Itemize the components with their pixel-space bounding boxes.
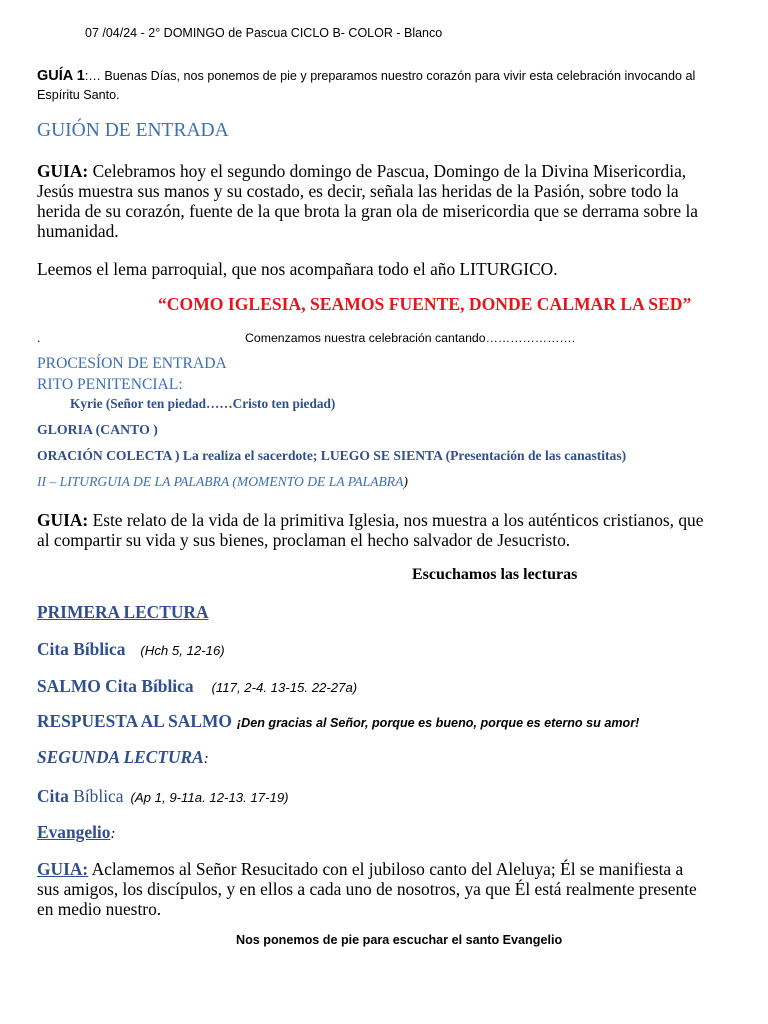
cita2-label-a: Cita bbox=[37, 786, 74, 806]
cita1-ref: (Hch 5, 12-16) bbox=[140, 643, 225, 658]
guia-intro-text: Celebramos hoy el segundo domingo de Pascua, Domingo de la Divina Misericordia, bbox=[88, 161, 687, 181]
salmo-label: SALMO Cita Bíblica bbox=[37, 676, 194, 696]
lema-parroquial: “COMO IGLESIA, SEAMOS FUENTE, DONDE CALMAR LA SED” bbox=[158, 294, 692, 314]
liturgia-text: II – LITURGUIA DE LA PALABRA (MOMENTO DE LA PALABRA bbox=[37, 474, 404, 489]
salmo-ref: (117, 2-4. 13-15. 22-27a) bbox=[211, 680, 358, 695]
nos-ponemos-de-pie: Nos ponemos de pie para escuchar el santo Evangelio bbox=[236, 933, 563, 947]
guia-intro-line: Jesús muestra sus manos y su costado, es decir, señala las heridas de la Pasión, sobre todo la bbox=[37, 181, 679, 201]
guia-aleluya-line: sus amigos, los discípulos, y en ellos a cada uno de nosotros, ya que Él está realmente presente bbox=[37, 879, 697, 899]
primera-lectura-heading: PRIMERA LECTURA bbox=[37, 602, 209, 622]
cita1-line bbox=[37, 639, 225, 660]
evangelio-colon: : bbox=[110, 826, 116, 842]
cita2-ref: (Ap 1, 9-11a. 12-13. 17-19) bbox=[130, 790, 289, 805]
guia-intro-line: humanidad. bbox=[37, 221, 119, 241]
guia-relato-line bbox=[37, 510, 703, 530]
guia-intro-line: herida de su corazón, fuente de la que brota la gran ola de misericordia que se derrama sobre la bbox=[37, 201, 699, 221]
guia-relato-line: al compartir su vida y sus bienes, proclaman el hecho salvador de Jesucristo. bbox=[37, 530, 571, 550]
cita2-label-b: Bíblica bbox=[73, 786, 124, 806]
evangelio-line bbox=[37, 822, 115, 843]
segunda-lectura-line bbox=[37, 747, 209, 768]
rito-penitencial: RITO PENITENCIAL: bbox=[37, 376, 183, 393]
liturgia-close: ) bbox=[403, 474, 408, 489]
liturgia-palabra bbox=[37, 474, 408, 490]
respuesta-text: ¡Den gracias al Señor, porque es bueno, porque es eterno su amor! bbox=[236, 716, 640, 730]
gloria-line: GLORIA (CANTO ) bbox=[37, 422, 158, 437]
segunda-lectura-label: SEGUNDA LECTURA bbox=[37, 747, 204, 767]
lema-intro: Leemos el lema parroquial, que nos acompañara todo el año LITURGICO. bbox=[37, 259, 558, 279]
oracion-colecta-line: ORACIÓN COLECTA ) La realiza el sacerdote; LUEGO SE SIENTA (Presentación de las canastitas) bbox=[37, 448, 627, 463]
dot-marker: . bbox=[37, 330, 41, 345]
guia-aleluya-line: en medio nuestro. bbox=[37, 899, 162, 919]
guia-relato-label: GUIA: bbox=[37, 510, 89, 530]
salmo-line bbox=[37, 676, 357, 697]
guia-intro-label: GUIA: bbox=[37, 161, 89, 181]
procesion-entrada: PROCESÍON DE ENTRADA bbox=[37, 355, 227, 372]
guia-aleluya-text: Aclamemos al Señor Resucitado con el jubiloso canto del Aleluya; Él se manifiesta a bbox=[88, 859, 684, 879]
evangelio-label: Evangelio bbox=[37, 822, 111, 842]
page-header: 07 /04/24 - 2° DOMINGO de Pascua CICLO B- COLOR - Blanco bbox=[85, 26, 443, 40]
guia-aleluya-label: GUIA: bbox=[37, 859, 89, 879]
escuchamos-lecturas: Escuchamos las lecturas bbox=[412, 566, 578, 583]
guia1-line bbox=[37, 68, 695, 84]
guia-relato-text: Este relato de la vida de la primitiva Iglesia, nos muestra a los auténticos cristianos, que bbox=[88, 510, 704, 530]
section-title-guion-entrada: GUIÓN DE ENTRADA bbox=[37, 120, 229, 141]
comenzamos-text: Comenzamos nuestra celebración cantando…………………. bbox=[245, 331, 576, 345]
kyrie-line: Kyrie (Señor ten piedad……Cristo ten piedad) bbox=[70, 396, 336, 411]
guia1-label: GUÍA 1 bbox=[37, 68, 85, 84]
respuesta-label: RESPUESTA AL SALMO bbox=[37, 711, 232, 731]
guia-intro-line bbox=[37, 161, 686, 181]
guia-aleluya-line bbox=[37, 859, 683, 879]
respuesta-line bbox=[37, 711, 639, 732]
cita1-label: Cita Bíblica bbox=[37, 639, 126, 659]
cita2-line bbox=[37, 786, 289, 807]
segunda-lectura-colon: : bbox=[203, 751, 209, 767]
guia1-text-line2: Espíritu Santo. bbox=[37, 88, 120, 102]
guia1-text: :… Buenas Días, nos ponemos de pie y preparamos nuestro corazón para vivir esta celebración invocando al bbox=[84, 69, 696, 83]
